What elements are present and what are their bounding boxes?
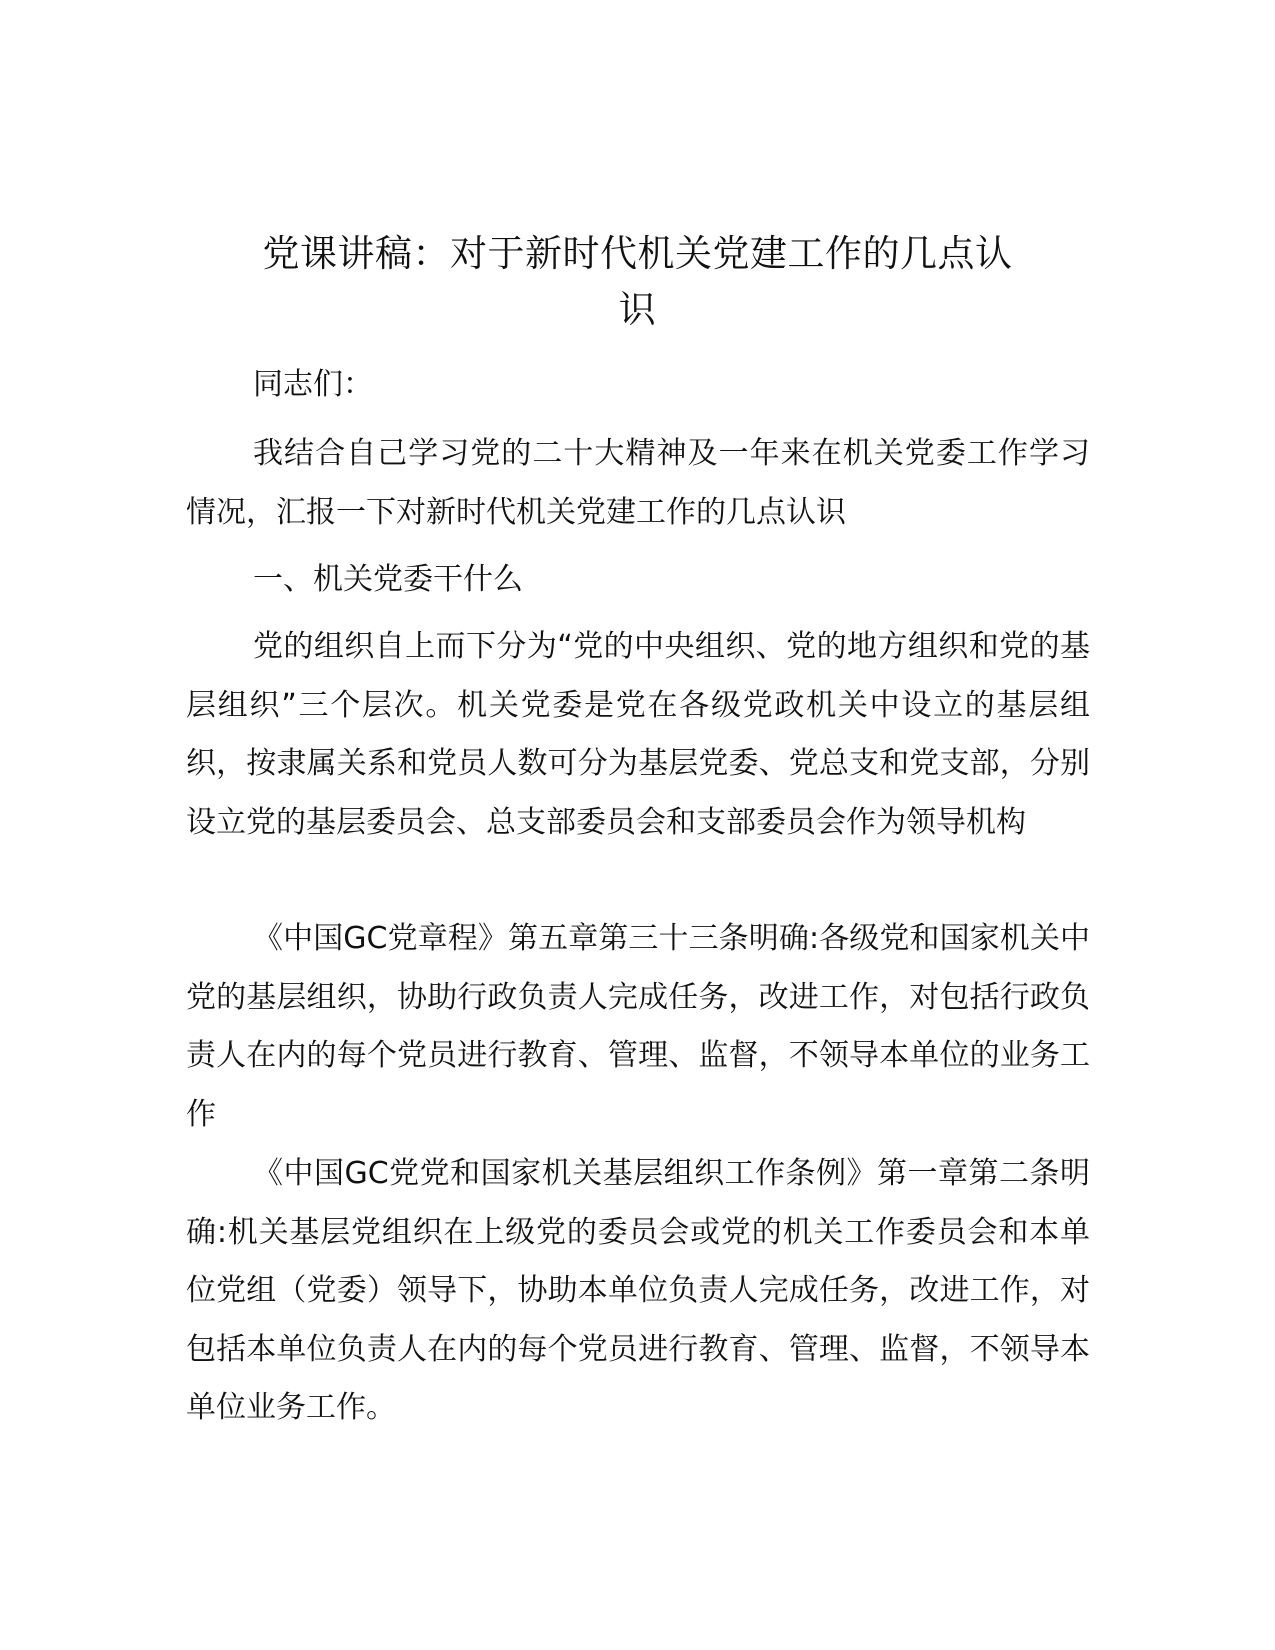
paragraph-organization-levels: 党的组织自上而下分为“党的中央组织、党的地方组织和党的基层组织”三个层次。机关党委是党在各级党政机关中设立的基层组织，按隶属关系和党员人数可分为基层党委、党总支和党支部，分别设立党的基层委员会、总支部委员会和支部委员会作为领导机构 [186,629,1090,840]
document-title [190,226,1085,338]
document-title-line-1: 党课讲稿：对于新时代机关党建工作的几点认 [262,232,1013,275]
paragraph-party-constitution: 《中国GC党章程》第五章第三十三条明确:各级党和国家机关中党的基层组织，协助行政负责人完成任务，改进工作，对包括行政负责人在内的每个党员进行教育、管理、监督，不领导本单位的业务工作 [186,921,1090,1132]
paragraph-intro: 我结合自己学习党的二十大精神及一年来在机关党委工作学习情况，汇报一下对新时代机关党建工作的几点认识 [186,436,1090,530]
document-title-line-2: 识 [618,288,657,331]
paragraph-work-regulations: 《中国GC党党和国家机关基层组织工作条例》第一章第二条明确:机关基层党组织在上级党的委员会或党的机关工作委员会和本单位党组（党委）领导下，协助本单位负责人完成任务，改进工作，对包括本单位负责人在内的每个党员进行教育、管理、监督，不领导本单位业务工作。 [186,1156,1090,1425]
greeting: 同志们： [253,367,373,402]
section-heading: 一、机关党委干什么 [253,562,523,597]
